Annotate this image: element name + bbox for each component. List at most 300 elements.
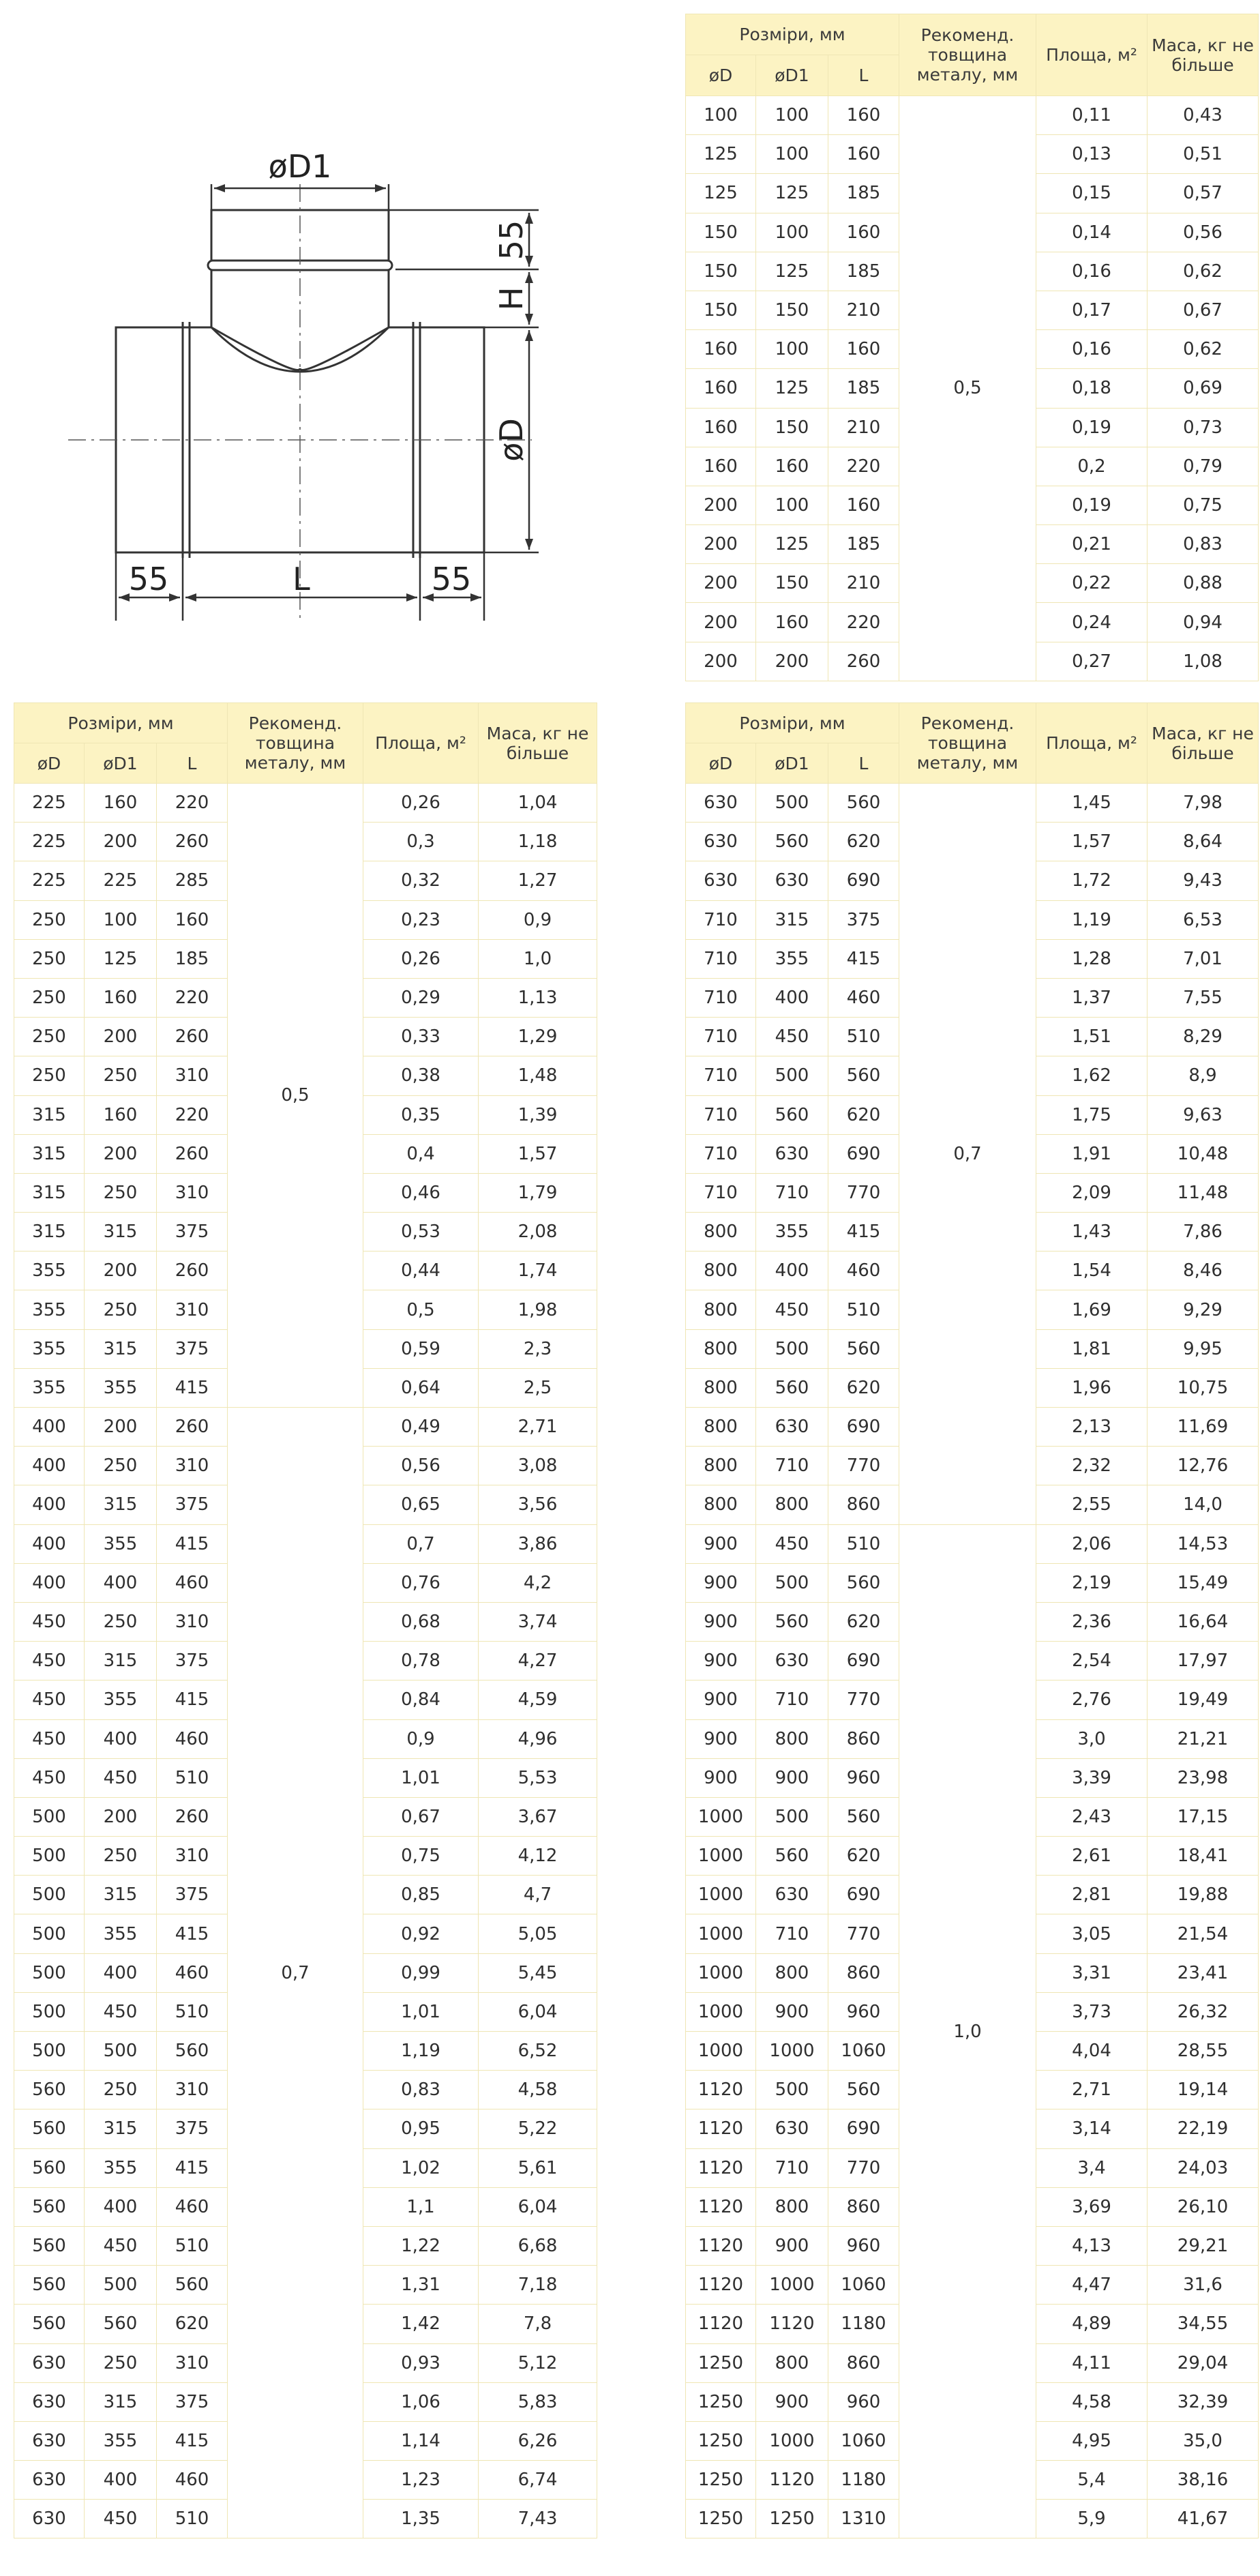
cell-area: 2,71 (1036, 2071, 1148, 2109)
cell-d1: 100 (756, 486, 828, 524)
cell-l: 690 (828, 1408, 899, 1447)
cell-mass: 8,9 (1148, 1056, 1259, 1095)
cell-area: 0,49 (363, 1408, 479, 1447)
cell-d: 500 (14, 1876, 85, 1914)
cell-area: 0,53 (363, 1213, 479, 1252)
cell-d1: 1000 (756, 2421, 828, 2460)
cell-d1: 355 (85, 1914, 157, 1953)
cell-area: 1,54 (1036, 1252, 1148, 1290)
cell-l: 460 (157, 2461, 228, 2500)
cell-d: 560 (14, 2266, 85, 2305)
cell-area: 0,27 (1036, 642, 1148, 681)
cell-d1: 125 (85, 939, 157, 978)
cell-d: 355 (14, 1329, 85, 1368)
header-area: Площа, м² (363, 703, 479, 784)
cell-d: 200 (686, 564, 756, 603)
cell-d1: 150 (756, 564, 828, 603)
cell-mass: 1,0 (479, 939, 597, 978)
cell-l: 460 (828, 1252, 899, 1290)
cell-l: 260 (157, 823, 228, 861)
header-thickness: Рекоменд. товщина металу, мм (899, 703, 1036, 784)
cell-l: 560 (828, 1056, 899, 1095)
cell-area: 2,54 (1036, 1642, 1148, 1681)
cell-mass: 7,86 (1148, 1213, 1259, 1252)
cell-d1: 450 (756, 1018, 828, 1056)
cell-d: 800 (686, 1252, 756, 1290)
cell-d1: 160 (85, 1095, 157, 1134)
header-d: øD (686, 743, 756, 784)
cell-l: 375 (157, 1213, 228, 1252)
cell-l: 560 (828, 1563, 899, 1602)
cell-l: 510 (828, 1524, 899, 1563)
cell-l: 690 (828, 1876, 899, 1914)
table-body (686, 96, 1259, 681)
cell-d: 1000 (686, 1953, 756, 1992)
cell-d1: 630 (756, 1134, 828, 1173)
cell-d1: 355 (85, 1681, 157, 1719)
cell-l: 415 (157, 1368, 228, 1407)
cell-d: 500 (14, 1837, 85, 1876)
cell-l: 860 (828, 1485, 899, 1524)
cell-mass: 6,53 (1148, 900, 1259, 939)
cell-area: 0,92 (363, 1914, 479, 1953)
cell-l: 185 (828, 252, 899, 291)
table-row (14, 784, 597, 823)
cell-d1: 400 (85, 2187, 157, 2226)
cell-d1: 560 (756, 823, 828, 861)
cell-mass: 7,55 (1148, 978, 1259, 1017)
cell-l: 620 (828, 1602, 899, 1641)
cell-mass: 0,62 (1148, 252, 1259, 291)
cell-l: 620 (828, 1837, 899, 1876)
cell-d1: 250 (85, 1447, 157, 1485)
cell-area: 0,22 (1036, 564, 1148, 603)
cell-d1: 250 (85, 2343, 157, 2382)
cell-mass: 6,68 (479, 2226, 597, 2265)
cell-area: 0,2 (1036, 447, 1148, 486)
cell-mass: 19,49 (1148, 1681, 1259, 1719)
cell-d1: 315 (85, 2382, 157, 2421)
cell-area: 0,15 (1036, 174, 1148, 213)
cell-area: 0,19 (1036, 408, 1148, 447)
cell-d: 1250 (686, 2343, 756, 2382)
cell-l: 220 (828, 447, 899, 486)
cell-area: 0,16 (1036, 330, 1148, 369)
cell-d: 400 (14, 1408, 85, 1447)
cell-d1: 315 (85, 1329, 157, 1368)
cell-area: 4,04 (1036, 2032, 1148, 2071)
cell-area: 2,81 (1036, 1876, 1148, 1914)
cell-mass: 6,26 (479, 2421, 597, 2460)
cell-l: 460 (157, 1953, 228, 1992)
cell-area: 4,11 (1036, 2343, 1148, 2382)
cell-d: 450 (14, 1719, 85, 1758)
header-area: Площа, м² (1036, 703, 1148, 784)
cell-mass: 0,75 (1148, 486, 1259, 524)
cell-mass: 19,88 (1148, 1876, 1259, 1914)
cell-l: 620 (828, 1095, 899, 1134)
cell-area: 1,28 (1036, 939, 1148, 978)
cell-area: 0,26 (363, 784, 479, 823)
cell-l: 375 (157, 1876, 228, 1914)
cell-mass: 4,96 (479, 1719, 597, 1758)
cell-l: 310 (157, 1837, 228, 1876)
cell-l: 770 (828, 1681, 899, 1719)
cell-d1: 1000 (756, 2266, 828, 2305)
cell-area: 0,56 (363, 1447, 479, 1485)
cell-area: 2,61 (1036, 1837, 1148, 1876)
cell-d: 355 (14, 1252, 85, 1290)
cell-area: 1,69 (1036, 1290, 1148, 1329)
cell-mass: 0,67 (1148, 291, 1259, 329)
cell-l: 220 (157, 1095, 228, 1134)
cell-l: 260 (157, 1252, 228, 1290)
header-l: L (828, 55, 899, 96)
cell-d: 200 (686, 642, 756, 681)
cell-area: 1,91 (1036, 1134, 1148, 1173)
cell-d1: 125 (756, 174, 828, 213)
cell-l: 375 (157, 2109, 228, 2148)
cell-thickness: 0,7 (899, 784, 1036, 1525)
cell-d: 1000 (686, 1992, 756, 2031)
cell-mass: 7,98 (1148, 784, 1259, 823)
cell-d: 200 (686, 486, 756, 524)
cell-d1: 500 (756, 784, 828, 823)
cell-area: 1,57 (1036, 823, 1148, 861)
cell-d1: 200 (85, 823, 157, 861)
spec-table-2 (14, 702, 597, 2538)
cell-l: 210 (828, 408, 899, 447)
cell-area: 0,38 (363, 1056, 479, 1095)
cell-mass: 5,53 (479, 1758, 597, 1797)
cell-d1: 100 (756, 330, 828, 369)
cell-l: 560 (157, 2266, 228, 2305)
cell-l: 260 (157, 1408, 228, 1447)
cell-d: 1000 (686, 1876, 756, 1914)
cell-mass: 22,19 (1148, 2109, 1259, 2148)
cell-d: 1000 (686, 1797, 756, 1836)
cell-l: 620 (157, 2305, 228, 2343)
cell-d1: 500 (756, 1056, 828, 1095)
cell-l: 415 (157, 2148, 228, 2187)
cell-l: 310 (157, 1173, 228, 1212)
cell-d: 800 (686, 1368, 756, 1407)
cell-l: 415 (828, 1213, 899, 1252)
cell-l: 460 (157, 2187, 228, 2226)
cell-d: 1000 (686, 1837, 756, 1876)
cell-d1: 500 (756, 1797, 828, 1836)
cell-l: 510 (157, 1992, 228, 2031)
cell-mass: 24,03 (1148, 2148, 1259, 2187)
cell-d: 900 (686, 1681, 756, 1719)
cell-area: 1,01 (363, 1992, 479, 2031)
cell-area: 0,9 (363, 1719, 479, 1758)
cell-area: 2,32 (1036, 1447, 1148, 1485)
cell-mass: 0,62 (1148, 330, 1259, 369)
cell-mass: 3,74 (479, 1602, 597, 1641)
cell-d: 355 (14, 1368, 85, 1407)
cell-area: 1,75 (1036, 1095, 1148, 1134)
cell-l: 375 (157, 1642, 228, 1681)
cell-mass: 4,58 (479, 2071, 597, 2109)
cell-l: 510 (157, 2500, 228, 2538)
cell-l: 1180 (828, 2305, 899, 2343)
cell-d: 400 (14, 1524, 85, 1563)
cell-area: 1,01 (363, 1758, 479, 1797)
cell-mass: 41,67 (1148, 2500, 1259, 2538)
header-thickness: Рекоменд. товщина металу, мм (899, 14, 1036, 96)
cell-area: 3,39 (1036, 1758, 1148, 1797)
cell-d1: 200 (85, 1797, 157, 1836)
cell-mass: 2,71 (479, 1408, 597, 1447)
cell-mass: 4,59 (479, 1681, 597, 1719)
cell-l: 285 (157, 861, 228, 900)
cell-d: 1120 (686, 2187, 756, 2226)
cell-d: 200 (686, 525, 756, 564)
cell-d: 630 (686, 784, 756, 823)
cell-area: 0,46 (363, 1173, 479, 1212)
cell-mass: 11,48 (1148, 1173, 1259, 1212)
cell-l: 185 (828, 369, 899, 408)
cell-d: 160 (686, 330, 756, 369)
cell-area: 0,35 (363, 1095, 479, 1134)
cell-d1: 560 (756, 1095, 828, 1134)
cell-d1: 450 (85, 2226, 157, 2265)
cell-mass: 5,22 (479, 2109, 597, 2148)
cell-d: 900 (686, 1758, 756, 1797)
cell-mass: 6,52 (479, 2032, 597, 2071)
cell-mass: 9,95 (1148, 1329, 1259, 1368)
cell-d1: 150 (756, 408, 828, 447)
cell-l: 510 (828, 1290, 899, 1329)
cell-d1: 100 (85, 900, 157, 939)
cell-mass: 18,41 (1148, 1837, 1259, 1876)
cell-mass: 1,98 (479, 1290, 597, 1329)
cell-area: 0,33 (363, 1018, 479, 1056)
cell-d1: 315 (85, 1642, 157, 1681)
cell-d: 500 (14, 1953, 85, 1992)
cell-d: 450 (14, 1681, 85, 1719)
cell-area: 1,1 (363, 2187, 479, 2226)
cell-area: 1,35 (363, 2500, 479, 2538)
cell-l: 460 (157, 1563, 228, 1602)
cell-d1: 560 (756, 1602, 828, 1641)
cell-area: 0,84 (363, 1681, 479, 1719)
cell-d: 250 (14, 939, 85, 978)
cell-mass: 1,27 (479, 861, 597, 900)
cell-thickness: 0,7 (228, 1408, 363, 2538)
cell-d: 900 (686, 1524, 756, 1563)
cell-mass: 9,29 (1148, 1290, 1259, 1329)
cell-d: 150 (686, 213, 756, 252)
cell-mass: 7,18 (479, 2266, 597, 2305)
cell-d1: 400 (85, 1719, 157, 1758)
cell-mass: 35,0 (1148, 2421, 1259, 2460)
cell-l: 560 (828, 2071, 899, 2109)
cell-d1: 355 (85, 2148, 157, 2187)
cell-d1: 450 (85, 1758, 157, 1797)
cell-mass: 1,08 (1148, 642, 1259, 681)
cell-mass: 31,6 (1148, 2266, 1259, 2305)
cell-area: 0,29 (363, 978, 479, 1017)
cell-d1: 150 (756, 291, 828, 329)
cell-mass: 6,74 (479, 2461, 597, 2500)
cell-l: 375 (157, 1485, 228, 1524)
cell-mass: 8,46 (1148, 1252, 1259, 1290)
cell-d1: 225 (85, 861, 157, 900)
cell-mass: 23,41 (1148, 1953, 1259, 1992)
cell-d1: 560 (85, 2305, 157, 2343)
cell-d: 160 (686, 408, 756, 447)
cell-d1: 160 (85, 978, 157, 1017)
header-l: L (828, 743, 899, 784)
cell-l: 375 (157, 1329, 228, 1368)
cell-mass: 4,2 (479, 1563, 597, 1602)
cell-area: 3,4 (1036, 2148, 1148, 2187)
cell-d1: 315 (85, 1485, 157, 1524)
cell-mass: 0,88 (1148, 564, 1259, 603)
cell-l: 960 (828, 1758, 899, 1797)
cell-d: 710 (686, 939, 756, 978)
cell-d: 630 (14, 2500, 85, 2538)
cell-area: 3,73 (1036, 1992, 1148, 2031)
spec-table-1 (685, 14, 1259, 681)
cell-mass: 6,04 (479, 2187, 597, 2226)
cell-d1: 500 (756, 2071, 828, 2109)
cell-d: 560 (14, 2109, 85, 2148)
cell-d: 400 (14, 1447, 85, 1485)
cell-d: 710 (686, 1018, 756, 1056)
cell-area: 0,18 (1036, 369, 1148, 408)
cell-area: 2,13 (1036, 1408, 1148, 1447)
cell-mass: 12,76 (1148, 1447, 1259, 1485)
cell-area: 1,14 (363, 2421, 479, 2460)
label-l: L (292, 561, 310, 597)
cell-d: 500 (14, 1992, 85, 2031)
cell-area: 0,19 (1036, 486, 1148, 524)
cell-d1: 250 (85, 1173, 157, 1212)
cell-l: 1060 (828, 2421, 899, 2460)
cell-d: 710 (686, 978, 756, 1017)
cell-l: 220 (157, 784, 228, 823)
cell-area: 3,31 (1036, 1953, 1148, 1992)
cell-area: 0,75 (363, 1837, 479, 1876)
cell-d1: 710 (756, 1447, 828, 1485)
table-row (686, 96, 1259, 135)
header-mass: Маса, кг не більше (479, 703, 597, 784)
cell-d1: 900 (756, 2382, 828, 2421)
cell-mass: 6,04 (479, 1992, 597, 2031)
cell-mass: 7,8 (479, 2305, 597, 2343)
label-55-left: 55 (128, 561, 169, 597)
cell-d1: 100 (756, 135, 828, 174)
cell-mass: 0,94 (1148, 603, 1259, 642)
cell-d: 800 (686, 1329, 756, 1368)
cell-d1: 450 (756, 1524, 828, 1563)
cell-d: 800 (686, 1290, 756, 1329)
cell-mass: 3,86 (479, 1524, 597, 1563)
cell-d1: 100 (756, 96, 828, 135)
cell-mass: 38,16 (1148, 2461, 1259, 2500)
cell-l: 770 (828, 1914, 899, 1953)
cell-d: 400 (14, 1485, 85, 1524)
cell-d1: 630 (756, 1876, 828, 1914)
cell-mass: 28,55 (1148, 2032, 1259, 2071)
cell-d1: 100 (756, 213, 828, 252)
cell-mass: 0,56 (1148, 213, 1259, 252)
cell-d: 450 (14, 1642, 85, 1681)
cell-l: 260 (157, 1018, 228, 1056)
cell-d: 1000 (686, 2032, 756, 2071)
cell-l: 960 (828, 1992, 899, 2031)
cell-d: 630 (686, 823, 756, 861)
table-row (686, 784, 1259, 823)
cell-l: 160 (828, 96, 899, 135)
cell-d1: 900 (756, 1992, 828, 2031)
cell-d: 400 (14, 1563, 85, 1602)
cell-l: 310 (157, 1602, 228, 1641)
cell-mass: 0,57 (1148, 174, 1259, 213)
cell-d1: 500 (756, 1563, 828, 1602)
cell-area: 0,44 (363, 1252, 479, 1290)
cell-l: 260 (157, 1797, 228, 1836)
cell-mass: 1,18 (479, 823, 597, 861)
cell-d1: 160 (756, 447, 828, 486)
cell-d1: 200 (85, 1408, 157, 1447)
cell-mass: 14,53 (1148, 1524, 1259, 1563)
cell-area: 0,16 (1036, 252, 1148, 291)
cell-d: 900 (686, 1642, 756, 1681)
cell-d1: 630 (756, 2109, 828, 2148)
cell-d: 1250 (686, 2500, 756, 2538)
cell-d: 450 (14, 1758, 85, 1797)
cell-l: 690 (828, 861, 899, 900)
cell-l: 185 (828, 174, 899, 213)
cell-d: 710 (686, 900, 756, 939)
cell-d1: 355 (85, 1368, 157, 1407)
cell-d: 150 (686, 291, 756, 329)
cell-l: 310 (157, 1447, 228, 1485)
cell-l: 510 (828, 1018, 899, 1056)
cell-mass: 3,56 (479, 1485, 597, 1524)
cell-d: 800 (686, 1213, 756, 1252)
cell-area: 0,23 (363, 900, 479, 939)
cell-l: 690 (828, 2109, 899, 2148)
table-row (14, 1408, 597, 1447)
cell-d1: 250 (85, 1602, 157, 1641)
cell-l: 160 (157, 900, 228, 939)
cell-l: 860 (828, 1719, 899, 1758)
cell-d: 710 (686, 1134, 756, 1173)
cell-d1: 630 (756, 1408, 828, 1447)
cell-d1: 630 (756, 861, 828, 900)
cell-mass: 0,83 (1148, 525, 1259, 564)
cell-mass: 1,48 (479, 1056, 597, 1095)
cell-area: 5,9 (1036, 2500, 1148, 2538)
cell-d1: 800 (756, 1485, 828, 1524)
cell-d1: 200 (85, 1018, 157, 1056)
header-d1: øD1 (756, 743, 828, 784)
cell-mass: 16,64 (1148, 1602, 1259, 1641)
cell-area: 4,47 (1036, 2266, 1148, 2305)
cell-d: 450 (14, 1602, 85, 1641)
cell-mass: 1,04 (479, 784, 597, 823)
cell-d: 1120 (686, 2148, 756, 2187)
cell-d1: 1120 (756, 2305, 828, 2343)
cell-area: 0,24 (1036, 603, 1148, 642)
cell-area: 0,3 (363, 823, 479, 861)
cell-area: 3,0 (1036, 1719, 1148, 1758)
